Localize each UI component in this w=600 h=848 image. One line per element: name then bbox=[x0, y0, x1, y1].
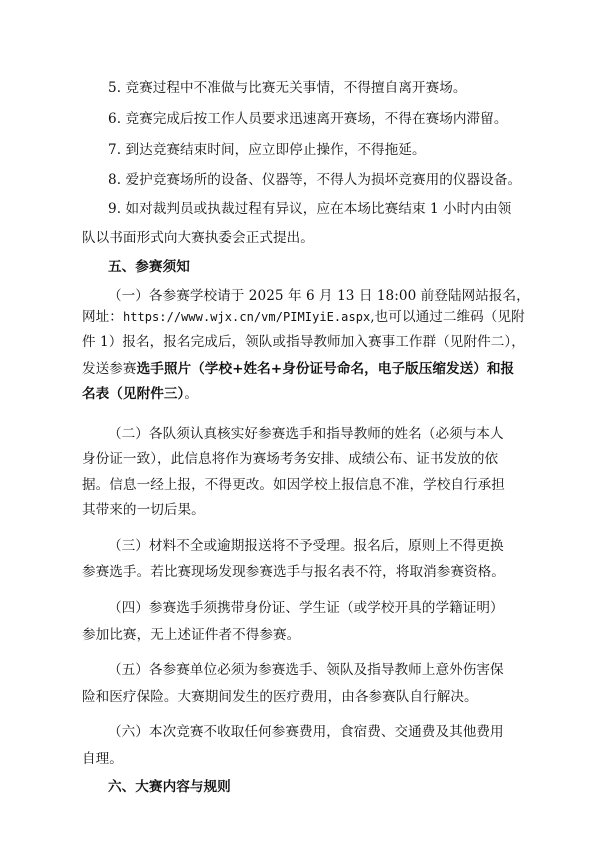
p1-line-4 bbox=[82, 360, 520, 378]
p2-line-1: （二）各队须认真核实好参赛选手和指导教师的姓名（必须与本人 bbox=[108, 426, 504, 442]
rule-7: 7. 到达竞赛结束时间，应立即停止操作，不得拖延。 bbox=[108, 142, 426, 158]
p1-line-4-bold: 选手照片（学校+姓名+身份证号命名，电子版压缩发送）和报 bbox=[136, 361, 515, 377]
p6-line-2: 自理。 bbox=[82, 751, 123, 767]
p1-line-5-bold: 名表（见附件三） bbox=[82, 386, 185, 402]
rule-9-continued: 队以书面形式向大赛执委会正式提出。 bbox=[82, 230, 314, 246]
p1-line-1: （一）各参赛学校请于 2025 年 6 月 13 日 18:00 前登陆网站报名， bbox=[108, 288, 530, 304]
p1-line-4-normal: 发送参赛 bbox=[82, 361, 137, 377]
p2-line-2: 身份证一致），此信息将作为赛场考务安排、成绩公布、证书发放的依 bbox=[82, 451, 499, 467]
url-suffix: ,也可以通过二维码（见附 bbox=[370, 309, 525, 325]
p2-line-4: 其带来的一切后果。 bbox=[82, 502, 205, 518]
p3-line-2: 参赛选手。若比赛现场发现参赛选手与报名表不符，将取消参赛资格。 bbox=[82, 564, 505, 580]
p4-line-1: （四）参赛选手须携带身份证、学生证（或学校开具的学籍证明） bbox=[108, 600, 504, 616]
p1-line-3: 件 1）报名，报名完成后，领队或指导教师加入赛事工作群（见附件二）， bbox=[82, 334, 525, 350]
rule-5: 5. 竞赛过程中不准做与比赛无关事情，不得擅自离开赛场。 bbox=[108, 80, 467, 96]
rule-6: 6. 竞赛完成后按工作人员要求迅速离开赛场，不得在赛场内滞留。 bbox=[108, 111, 508, 127]
p1-line-5 bbox=[82, 385, 520, 403]
p5-line-1: （五）各参赛单位必须为参赛选手、领队及指导教师上意外伤害保 bbox=[108, 662, 504, 678]
p5-line-2: 险和医疗保险。大赛期间发生的医疗费用，由各参赛队自行解决。 bbox=[82, 689, 478, 705]
section-5-heading: 五、参赛须知 bbox=[108, 259, 190, 275]
rule-9: 9. 如对裁判员或执裁过程有异议，应在本场比赛结束 1 小时内由领 bbox=[108, 201, 512, 217]
p2-line-3: 据。信息一经上报，不得更改。如因学校上报信息不准，学校自行承担 bbox=[82, 477, 505, 493]
p4-line-2: 参加比赛，无上述证件者不得参赛。 bbox=[82, 627, 301, 643]
p6-line-1: （六）本次竞赛不收取任何参赛费用，食宿费、交通费及其他费用 bbox=[108, 724, 504, 740]
p1-line-2 bbox=[82, 308, 525, 326]
registration-url: https://www.wjx.cn/vm/PIMIyiE.aspx bbox=[122, 310, 371, 324]
url-prefix: 网址： bbox=[82, 309, 123, 325]
p1-line-5-end: 。 bbox=[184, 386, 199, 402]
section-6-heading: 六、大赛内容与规则 bbox=[108, 779, 231, 795]
p3-line-1: （三）材料不全或逾期报送将不予受理。报名后，原则上不得更换 bbox=[108, 538, 504, 554]
rule-8: 8. 爱护竞赛场所的设备、仪器等，不得人为损坏竞赛用的仪器设备。 bbox=[108, 172, 522, 188]
